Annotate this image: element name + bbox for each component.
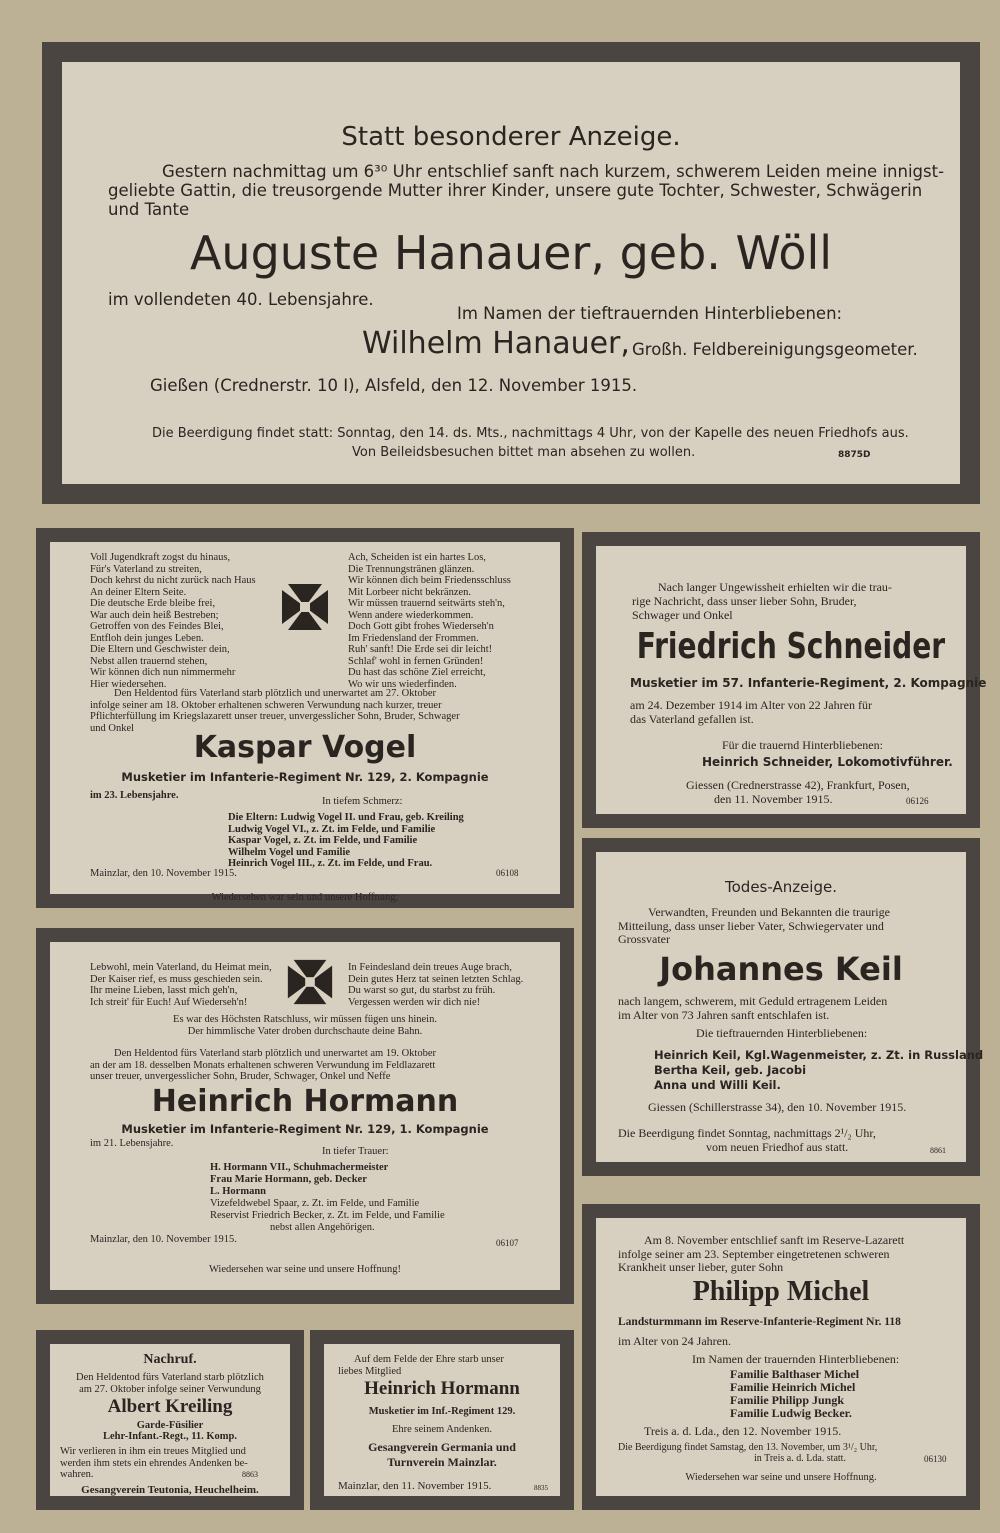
vogel-mourners: Die Eltern: Ludwig Vogel II. und Frau, geb. Kreiling Ludwig Vogel VI., z. Zt. im Felde, und Familie Kaspar Vogel, z. Zt. im Felde, und Familie Wilhelm Vogel und Familie Heinrich Vogel III., z. Zt. im Felde, und Frau.	[228, 812, 464, 869]
kreiling-club: Gesangverein Teutonia, Heuchelheim.	[81, 1484, 259, 1496]
hormann-club-code: 8835	[534, 1484, 548, 1492]
vogel-age: im 23. Lebensjahre.	[90, 790, 179, 801]
vogel-place-date: Mainzlar, den 10. November 1915.	[90, 868, 237, 879]
michel-hope: Wiedersehen war seine und unsere Hoffnung.	[685, 1472, 877, 1483]
vogel-rank: Musketier im Infanterie-Regiment Nr. 129, 2. Kompagnie	[121, 770, 489, 784]
keil-mourners-intro: Die tieftrauernden Hinterbliebenen:	[696, 1026, 868, 1040]
keil-text: Verwandten, Freunden und Bekannten die traurige Mitteilung, dass unser lieber Vater, Schwiegervater und Grossvater	[618, 905, 890, 946]
hanauer-place-date: Gießen (Crednerstr. 10 I), Alsfeld, den 12. November 1915.	[150, 376, 638, 395]
hanauer-age: im vollendeten 40. Lebensjahre.	[108, 290, 374, 309]
kreiling-heading: Nachruf.	[143, 1352, 197, 1367]
hormann-hope: Wiedersehen war seine und unsere Hoffnung!	[208, 1264, 402, 1275]
hormann-rank: Musketier im Infanterie-Regiment Nr. 129, 1. Kompagnie	[121, 1122, 489, 1136]
vogel-poem-left: Voll Jugendkraft zogst du hinaus, Für's Vaterland zu streiten, Doch kehrst du nicht zurück nach Haus An deiner Eltern Seite. Die deutsche Erde bleibe frei, War auch dein heiß Bestreben; Getroffen von des Feindes Blei, Entfloh dein junges Leben. Die Eltern und Geschwister dein, Nebst allen trauernd stehen, Wir können dich nun nimmermehr Hier wiedersehen.	[90, 552, 256, 690]
keil-funeral-1: Die Beerdigung findet Sonntag, nachmittags 2¹/₂ Uhr,	[618, 1126, 876, 1140]
kreiling-code: 8863	[242, 1470, 258, 1479]
hanauer-name: Auguste Hanauer, geb. Wöll	[189, 226, 833, 280]
hormann-club-rank: Musketier im Inf.-Regiment 129.	[368, 1406, 516, 1417]
hormann-club-club-2: Turnverein Mainzlar.	[387, 1455, 497, 1469]
keil-code: 8861	[930, 1146, 946, 1155]
michel-name: Philipp Michel	[692, 1276, 870, 1307]
hormann-place-date: Mainzlar, den 10. November 1915.	[90, 1234, 237, 1245]
hanauer-signer: Wilhelm Hanauer,	[362, 326, 630, 361]
keil-funeral-2: vom neuen Friedhof aus statt.	[706, 1140, 849, 1154]
schneider-mourners-intro: Für die trauernd Hinterbliebenen:	[722, 738, 883, 752]
michel-text: Am 8. November entschlief sanft im Reserve-Lazarett infolge seiner am 23. September eingetretenen schweren Krankheit unser lieber, guter Sohn	[618, 1233, 905, 1274]
hormann-club-text: Auf dem Felde der Ehre starb unser liebes Mitglied	[338, 1354, 504, 1377]
vogel-code: 06108	[496, 868, 519, 878]
notice-hormann-club	[310, 1330, 574, 1510]
schneider-code: 06126	[906, 796, 929, 806]
keil-mourners: Heinrich Keil, Kgl.Wagenmeister, z. Zt. in Russland Bertha Keil, geb. Jacobi Anna und Willi Keil.	[654, 1048, 984, 1092]
hormann-mourners: H. Hormann VII., Schuhmachermeister Frau Marie Hormann, geb. Decker L. Hormann Vizefeldwebel Spaar, z. Zt. im Felde, und Familie Reservist Friedrich Becker, z. Zt. im Felde, und Familie nebst allen Angehörigen.	[210, 1162, 445, 1233]
schneider-rank: Musketier im 57. Infanterie-Regiment, 2. Kompagnie	[630, 676, 987, 690]
michel-age: im Alter von 24 Jahren.	[618, 1334, 731, 1348]
notice-hormann	[36, 928, 574, 1304]
michel-code: 06130	[924, 1454, 947, 1464]
michel-place-date: Treis a. d. Lda., den 12. November 1915.	[644, 1424, 842, 1438]
notice-kreiling	[36, 1330, 304, 1510]
hanauer-signer-title: Großh. Feldbereinigungsgeometer.	[632, 340, 918, 359]
hanauer-intro-3: und Tante	[108, 200, 190, 219]
schneider-name: Friedrich Schneider	[636, 626, 946, 667]
hanauer-intro-2: geliebte Gattin, die treusorgende Mutter ihrer Kinder, unsere gute Tochter, Schwester, Schwägerin	[108, 181, 923, 200]
iron-cross-icon	[278, 580, 332, 634]
keil-death: nach langem, schwerem, mit Geduld ertragenem Leiden im Alter von 73 Jahren sanft entschlafen ist.	[618, 994, 888, 1022]
hormann-age: im 21. Lebensjahre.	[90, 1138, 174, 1149]
schneider-signer: Heinrich Schneider, Lokomotivführer.	[702, 755, 953, 769]
notice-michel	[582, 1204, 980, 1510]
hormann-club-honor: Ehre seinem Andenken.	[391, 1424, 492, 1435]
michel-mourners-intro: Im Namen der trauernden Hinterbliebenen:	[692, 1352, 900, 1366]
hormann-club-name: Heinrich Hormann	[364, 1378, 520, 1399]
michel-mourners: Familie Balthaser Michel Familie Heinrich Michel Familie Philipp Jungk Familie Ludwig Becker.	[730, 1367, 860, 1420]
hormann-club-club-1: Gesangverein Germania und	[368, 1440, 516, 1454]
hanauer-condolence: Von Beileidsbesuchen bittet man absehen zu wollen.	[352, 445, 696, 460]
kreiling-text: Den Heldentod fürs Vaterland starb plötzlich am 27. Oktober infolge seiner Verwundung	[76, 1372, 264, 1395]
keil-place-date: Giessen (Schillerstrasse 34), den 10. November 1915.	[648, 1100, 907, 1114]
hormann-code: 06107	[496, 1238, 519, 1248]
hanauer-funeral: Die Beerdigung findet statt: Sonntag, den 14. ds. Mts., nachmittags 4 Uhr, von der Kapelle des neuen Friedhofs aus.	[152, 426, 909, 441]
kreiling-rank-1: Garde-Füsilier	[136, 1420, 204, 1431]
hanauer-code: 8875D	[838, 450, 871, 460]
vogel-hope: Wiedersehen war sein und unsere Hoffnung;	[211, 892, 399, 903]
michel-funeral-2: in Treis a. d. Lda. statt.	[754, 1453, 846, 1464]
kreiling-rank-2: Lehr-Infant.-Regt., 11. Komp.	[102, 1431, 238, 1442]
michel-funeral-1: Die Beerdigung findet Samstag, den 13. November, um 3¹/₂ Uhr,	[618, 1442, 878, 1453]
kreiling-name: Albert Kreiling	[107, 1396, 233, 1417]
iron-cross-icon	[284, 956, 336, 1008]
vogel-grief: In tiefem Schmerz:	[322, 796, 403, 807]
michel-rank: Landsturmmann im Reserve-Infanterie-Regiment Nr. 118	[618, 1316, 901, 1328]
notice-hanauer	[42, 42, 980, 504]
hanauer-intro-1: Gestern nachmittag um 6³⁰ Uhr entschlief sanft nach kurzem, schwerem Leiden meine innigst-	[162, 162, 945, 181]
hormann-grief: In tiefer Trauer:	[322, 1146, 389, 1157]
hanauer-heading: Statt besonderer Anzeige.	[341, 122, 681, 152]
keil-heading: Todes-Anzeige.	[725, 878, 837, 896]
hormann-poem-left: Lebwohl, mein Vaterland, du Heimat mein, Der Kaiser rief, es muss geschieden sein. Ihr meine Lieben, lasst mich geh'n, Ich streit' für Euch! Auf Wiederseh'n!	[90, 962, 272, 1008]
keil-name: Johannes Keil	[659, 950, 903, 988]
hormann-poem-right: In Feindesland dein treues Auge brach, Dein gutes Herz tat seinen letzten Schlag. Du warst so gut, du starbst zu früh. Vergessen werden wir dich nie!	[348, 962, 524, 1008]
schneider-death: am 24. Dezember 1914 im Alter von 22 Jahren für das Vaterland gefallen ist.	[630, 698, 872, 726]
vogel-name: Kaspar Vogel	[193, 730, 417, 765]
hanauer-mourners-intro: Im Namen der tieftrauernden Hinterbliebenen:	[457, 304, 843, 323]
vogel-text: Den Heldentod fürs Vaterland starb plötzlich und unerwartet am 27. Oktober infolge seiner am 18. Oktober erhaltenen schweren Verwundung nach kurzer, treuer Pflichterfüllung im Kriegslazarett unser treuer, unvergesslicher Sohn, Bruder, Schwager und Onkel	[90, 688, 460, 734]
hormann-name: Heinrich Hormann	[151, 1084, 459, 1119]
notice-keil	[582, 838, 984, 1176]
hormann-text: Den Heldentod fürs Vaterland starb plötzlich und unerwartet am 19. Oktober an der am 18. desselben Monats erhaltenen schweren Verwundung im Feldlazarett unser treuer, unvergesslicher Sohn, Bruder, Schwager, Onkel und Neffe	[90, 1048, 437, 1082]
kreiling-memory: Wir verlieren in ihm ein treues Mitglied und werden ihm stets ein ehrendes Andenken be- wahren.	[60, 1446, 248, 1480]
schneider-text: Nach langer Ungewissheit erhielten wir die trau- rige Nachricht, dass unser lieber Sohn, Bruder, Schwager und Onkel	[632, 580, 892, 622]
hormann-verse: Es war des Höchsten Ratschluss, wir müssen fügen uns hinein. Der himmlische Vater droben durchschaute deine Bahn.	[173, 1014, 437, 1037]
notice-schneider	[582, 532, 987, 828]
vogel-poem-right: Ach, Scheiden ist ein hartes Los, Die Trennungstränen glänzen. Wir können dich beim Friedensschluss Mit Lorbeer nicht bekränzen. Wir müssen trauernd seitwärts steh'n, Wenn andere wiederkommen. Doch Gott gibt frohes Wiederseh'n Im Friedensland der Frommen. Ruh' sanft! Die Erde sei dir leicht! Schlaf' wohl in fernen Gründen! Du hast das schöne Ziel erreicht, Wo wir uns wiederfinden.	[348, 552, 511, 690]
hormann-club-place-date: Mainzlar, den 11. November 1915.	[338, 1480, 492, 1492]
schneider-place: Giessen (Crednerstrasse 42), Frankfurt, Posen,	[686, 778, 910, 792]
schneider-date: den 11. November 1915.	[714, 792, 833, 806]
notice-vogel	[36, 528, 574, 908]
